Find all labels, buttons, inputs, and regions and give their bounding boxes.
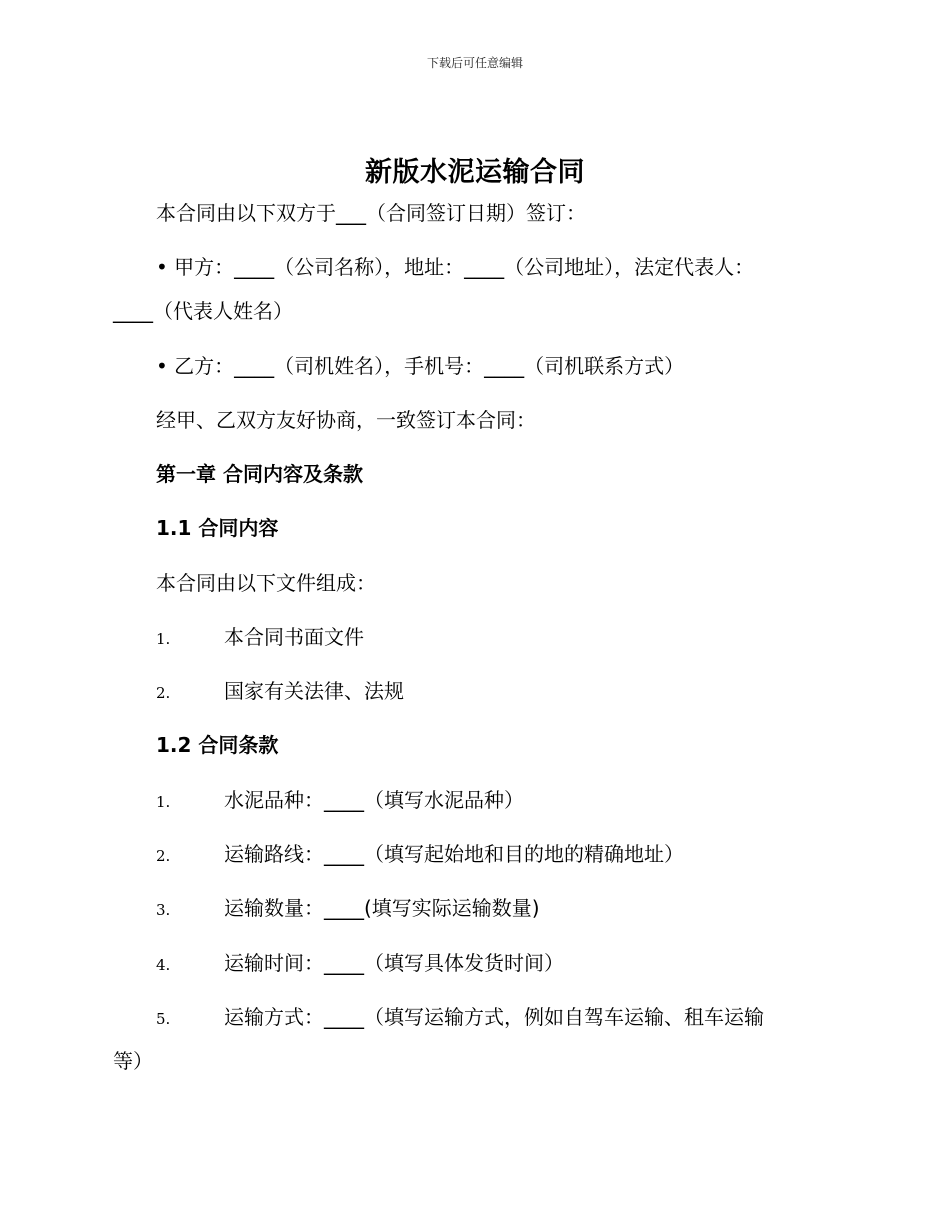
- list-item-number: 5.: [156, 1010, 171, 1028]
- list-item-text: 本合同书面文件: [224, 625, 364, 649]
- list-item-number: 1.: [156, 630, 171, 648]
- section-1-2-heading: 1.2 合同条款: [156, 733, 279, 757]
- list-item: [113, 841, 866, 869]
- list-item: [113, 895, 866, 923]
- list-item-text: 运输数量：____(填写实际运输数量): [224, 896, 540, 920]
- party-a-line2: ____（代表人姓名）: [113, 299, 293, 323]
- list-item-number: 1.: [156, 793, 171, 811]
- list-item-number: 4.: [156, 956, 171, 974]
- list-item-number: 2.: [156, 684, 171, 702]
- party-a-line1: • 甲方：____（公司名称），地址：____（公司地址），法定代表人：: [156, 255, 755, 279]
- list-item: [113, 1004, 866, 1032]
- list-item-text: 运输时间：____（填写具体发货时间）: [224, 951, 564, 975]
- list-item: [113, 678, 866, 706]
- agreement-paragraph: 经甲、乙双方友好协商，一致签订本合同：: [156, 408, 536, 432]
- section-1-1-intro: 本合同由以下文件组成：: [156, 571, 376, 595]
- document-title: 新版水泥运输合同: [365, 157, 585, 188]
- chapter-1-heading: 第一章 合同内容及条款: [156, 462, 363, 486]
- list-item-number: 2.: [156, 847, 171, 865]
- list-item-text: 运输方式：____（填写运输方式，例如自驾车运输、租车运输: [224, 1005, 764, 1029]
- list-item-number: 3.: [156, 901, 171, 919]
- list-item: [113, 787, 866, 815]
- party-b-line: • 乙方：____（司机姓名），手机号：____（司机联系方式）: [156, 354, 685, 378]
- list-item: [113, 950, 866, 978]
- list-item-text: 国家有关法律、法规: [224, 679, 404, 703]
- list-item-continuation: 等）: [113, 1049, 153, 1073]
- page-header-note: 下载后可任意编辑: [426, 56, 523, 70]
- list-item-text: 运输路线：____（填写起始地和目的地的精确地址）: [224, 842, 684, 866]
- intro-paragraph: 本合同由以下双方于___（合同签订日期）签订：: [156, 201, 586, 225]
- list-item: [113, 624, 866, 652]
- list-item-text: 水泥品种：____（填写水泥品种）: [224, 788, 524, 812]
- section-1-1-heading: 1.1 合同内容: [156, 516, 279, 540]
